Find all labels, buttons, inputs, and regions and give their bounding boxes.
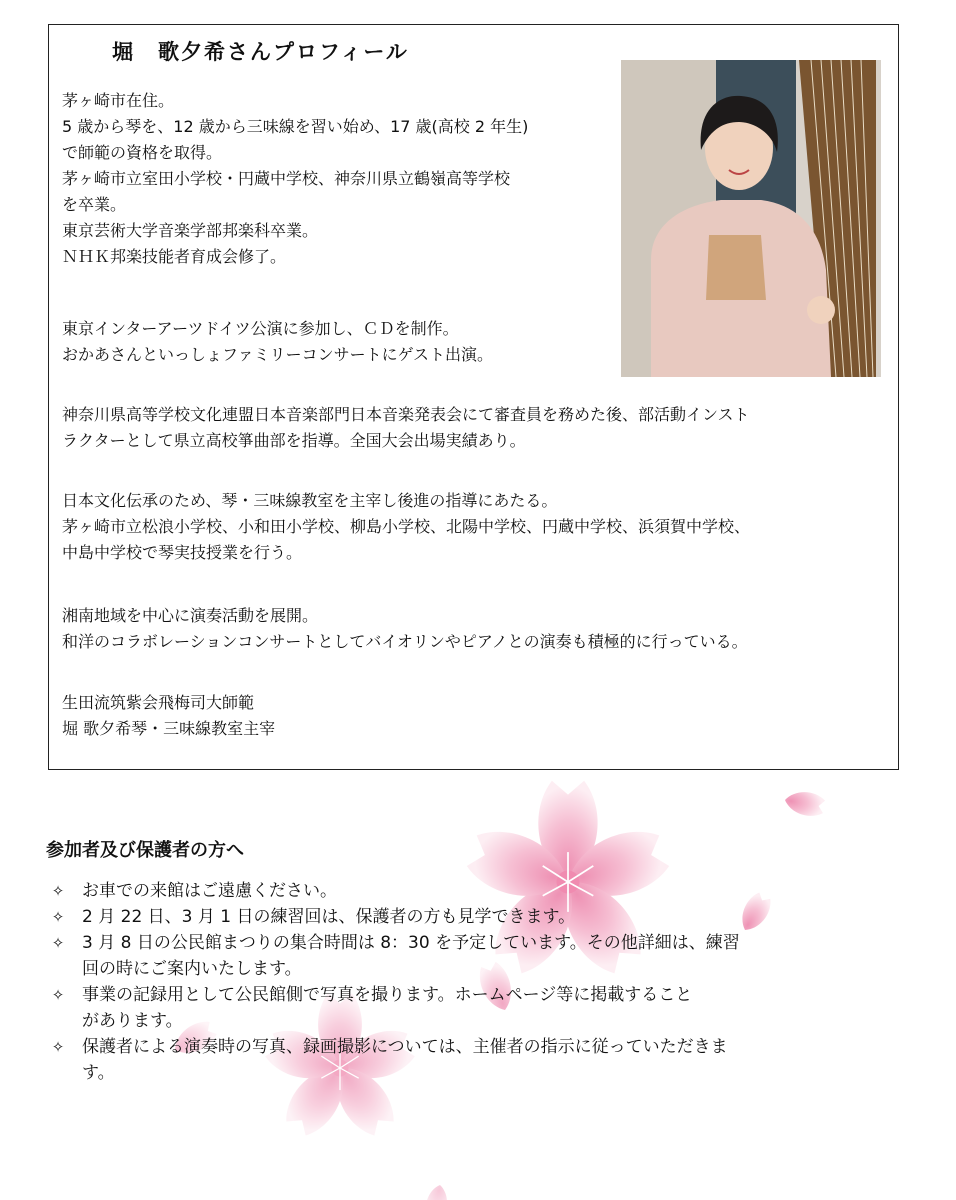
notice-line: す。 xyxy=(82,1063,115,1083)
profile-line: で師範の資格を取得。 xyxy=(62,143,223,162)
profile-line: 茅ヶ崎市立松浪小学校、小和田小学校、柳島小学校、北陽中学校、円蔵中学校、浜須賀中学校、 xyxy=(62,517,751,536)
profile-line: 東京インターアーツドイツ公演に参加し、ＣＤを制作。 xyxy=(62,319,459,338)
sparkle-bullet-icon: ✧ xyxy=(51,908,65,926)
profile-box xyxy=(48,24,899,770)
notice-line: 事業の記録用として公民館側で写真を撮ります。ホームページ等に掲載すること xyxy=(82,985,693,1005)
list-item xyxy=(46,904,740,930)
profile-line: 5 歳から琴を、12 歳から三味線を習い始め、17 歳(高校 2 年生) xyxy=(62,117,529,136)
notice-heading: 参加者及び保護者の方へ xyxy=(46,840,244,861)
profile-line: 中島中学校で琴実技授業を行う。 xyxy=(62,543,303,562)
profile-line: 東京芸術大学音楽学部邦楽科卒業。 xyxy=(62,221,319,240)
notice-line: 2 月 22 日、3 月 1 日の練習回は、保護者の方も見学できます。 xyxy=(82,907,576,927)
list-item xyxy=(46,1034,740,1086)
list-item xyxy=(46,930,740,982)
notice-line: お車での来館はご遠慮ください。 xyxy=(82,881,337,901)
profile-line: 和洋のコラボレーションコンサートとしてバイオリンやピアノとの演奏も積極的に行っている。 xyxy=(62,632,748,651)
notice-line: 回の時にご案内いたします。 xyxy=(82,959,302,979)
profile-line: ラクターとして県立高校箏曲部を指導。全国大会出場実績あり。 xyxy=(62,431,526,450)
list-item xyxy=(46,982,740,1034)
profile-line: 茅ヶ崎市立室田小学校・円蔵中学校、神奈川県立鶴嶺高等学校 xyxy=(62,169,511,188)
profile-line: ＮＨＫ邦楽技能者育成会修了。 xyxy=(62,247,287,266)
sakura-petal xyxy=(735,890,775,936)
sakura-petal xyxy=(783,789,826,819)
notice-list xyxy=(46,878,740,1086)
sakura-petal xyxy=(424,1183,450,1200)
notice-line: があります。 xyxy=(82,1011,183,1031)
sparkle-bullet-icon: ✧ xyxy=(51,986,65,1004)
sparkle-bullet-icon: ✧ xyxy=(51,882,65,900)
profile-line: 日本文化伝承のため、琴・三味線教室を主宰し後進の指導にあたる。 xyxy=(62,491,558,510)
profile-title: 堀 歌夕希さんプロフィール xyxy=(112,40,409,64)
sparkle-bullet-icon: ✧ xyxy=(51,1038,65,1056)
notice-line: 保護者による演奏時の写真、録画撮影については、主催者の指示に従っていただきま xyxy=(82,1037,728,1057)
profile-line: 湘南地域を中心に演奏活動を展開。 xyxy=(62,606,319,625)
profile-line: 茅ヶ崎市在住。 xyxy=(62,91,175,110)
notice-line: 3 月 8 日の公民館まつりの集合時間は 8：30 を予定しています。その他詳細は、練習 xyxy=(82,933,740,953)
profile-line: を卒業。 xyxy=(62,195,127,214)
profile-line: 堀 歌夕希琴・三味線教室主宰 xyxy=(62,719,276,738)
profile-line: 生田流筑紫会飛梅司大師範 xyxy=(62,693,255,712)
sparkle-bullet-icon: ✧ xyxy=(51,934,65,952)
profile-line: 神奈川県高等学校文化連盟日本音楽部門日本音楽発表会にて審査員を務めた後、部活動インスト xyxy=(62,405,750,424)
list-item xyxy=(46,878,740,904)
profile-line: おかあさんといっしょファミリーコンサートにゲスト出演。 xyxy=(62,345,494,364)
